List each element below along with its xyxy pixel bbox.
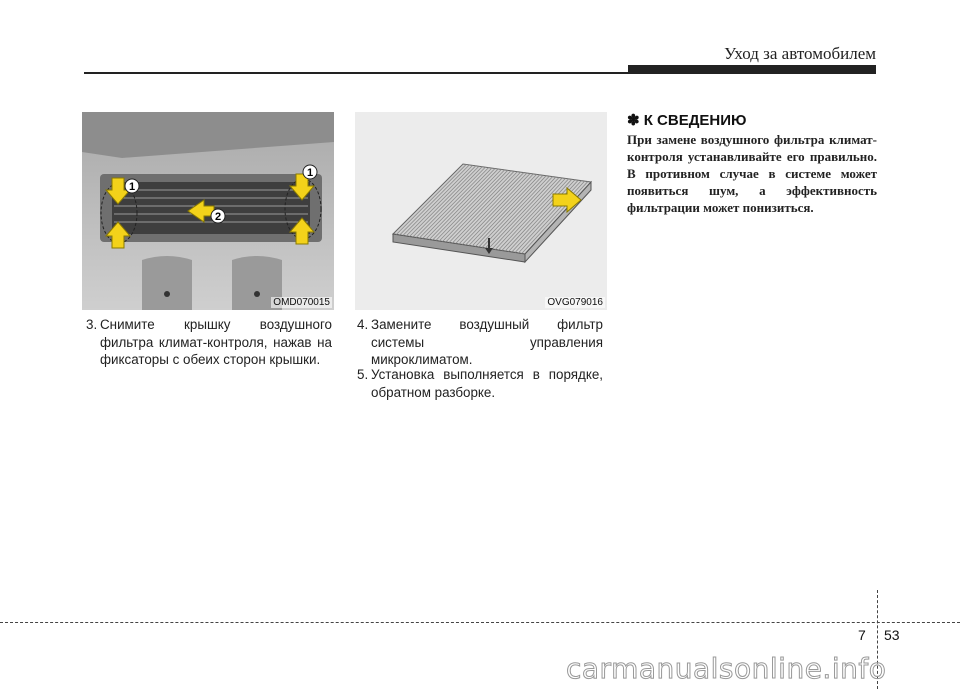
callout-1-right: 1 xyxy=(306,167,314,179)
note-heading: ✽ К СВЕДЕНИЮ xyxy=(627,112,747,129)
figure-code: OVG079016 xyxy=(547,297,603,308)
footer-rule xyxy=(0,622,960,623)
step-4 xyxy=(357,316,603,369)
figure-filter-replacement xyxy=(355,112,607,310)
callout-2: 2 xyxy=(214,211,222,223)
header-rule-accent xyxy=(628,65,876,72)
step-5 xyxy=(357,366,603,401)
callout-1-left: 1 xyxy=(128,181,136,193)
filter-illustration xyxy=(355,112,607,310)
figure-code: OMD070015 xyxy=(273,297,330,308)
watermark: carmanualsonline.info xyxy=(566,652,887,685)
note-body: При замене воздушного фильтра климат-контроля устанавливайте его правильно. В противном случае в системе может появиться шум, а эффективность фильтрации может понизиться. xyxy=(627,132,877,215)
filter-cover-illustration xyxy=(82,112,334,310)
step-number: 5. xyxy=(357,367,369,382)
step-text: Снимите крышку воздушного фильтра климат-контроля, нажав на фиксаторы с обеих сторон крышки. xyxy=(100,317,332,367)
page-number: 53 xyxy=(884,627,900,643)
step-number: 3. xyxy=(86,317,98,332)
step-text: Замените воздушный фильтр системы управления микроклиматом. xyxy=(371,317,603,367)
step-number: 4. xyxy=(357,317,369,332)
page-header-title: Уход за автомобилем xyxy=(724,44,876,63)
header-rule xyxy=(84,72,876,74)
step-text: Установка выполняется в порядке, обратном разборке. xyxy=(371,367,603,400)
section-number: 7 xyxy=(858,627,866,643)
figure-filter-cover xyxy=(82,112,334,310)
step-3 xyxy=(86,316,332,369)
